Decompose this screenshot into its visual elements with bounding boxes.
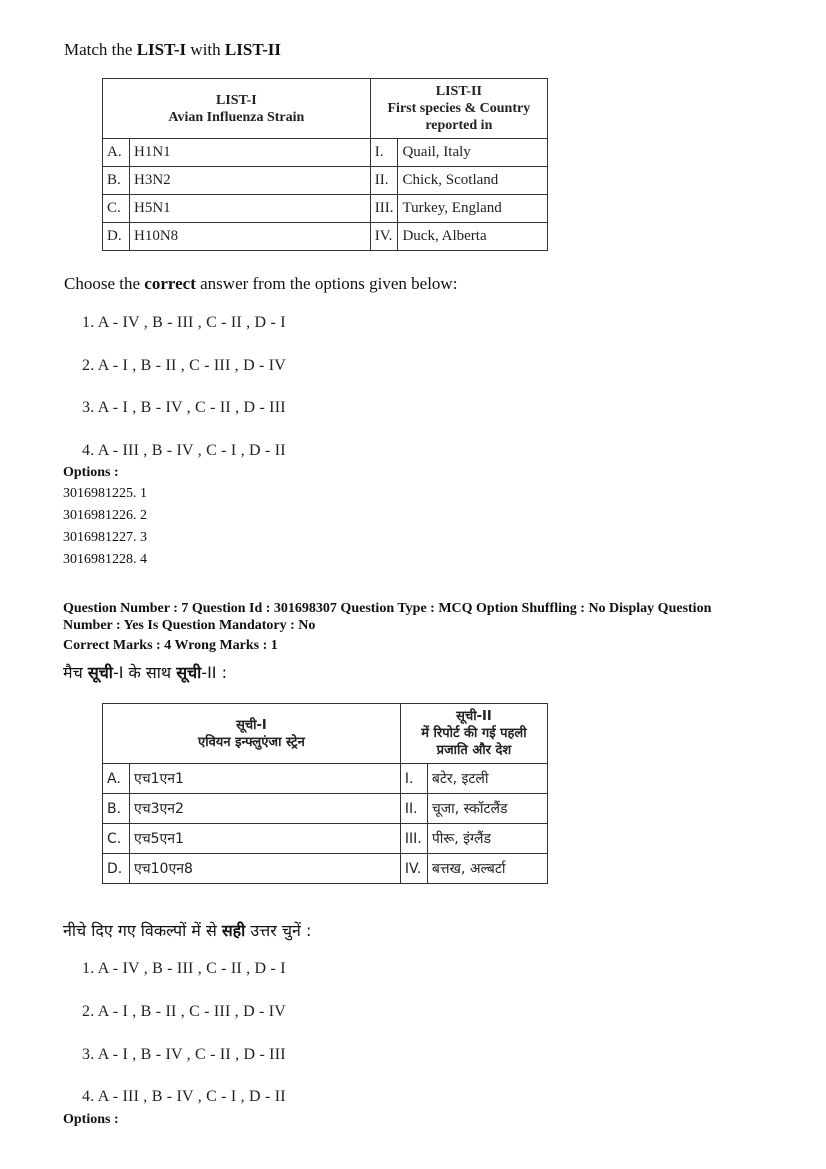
answer-option-2: 2. A - I , B - II , C - III , D - IV — [82, 1003, 287, 1020]
list1-header: सूची-I एवियन इन्फ्लुएंजा स्ट्रेन — [103, 704, 401, 764]
list2-header: LIST-II First species & Country reported in — [370, 79, 547, 139]
row-strain: एच5एन1 — [130, 824, 401, 854]
marks-line: Correct Marks : 4 Wrong Marks : 1 — [63, 638, 278, 653]
option-id-3: 3016981227. 3 — [63, 530, 147, 545]
row-species: बटेर, इटली — [427, 764, 547, 794]
row-strain: एच1एन1 — [130, 764, 401, 794]
list2-label: LIST-II — [224, 40, 281, 59]
table-row — [103, 854, 548, 884]
row-letter: B. — [103, 794, 130, 824]
row-numeral: III. — [400, 824, 427, 854]
row-species: Turkey, England — [398, 195, 548, 223]
question-meta-line: Question Number : 7 Question Id : 301698307 Question Type : MCQ Option Shuffling : No Display Question — [63, 601, 712, 616]
row-numeral: I. — [400, 764, 427, 794]
match-table-hindi — [102, 703, 548, 884]
question-title-text: with — [186, 40, 225, 59]
choose-instruction-hindi: नीचे दिए गए विकल्पों में से सही उत्तर चुनें : — [63, 921, 312, 940]
options-label: Options : — [63, 465, 119, 480]
row-letter: D. — [103, 854, 130, 884]
row-letter: C. — [103, 824, 130, 854]
row-species: पीरू, इंग्लैंड — [427, 824, 547, 854]
question-meta-line: Number : Yes Is Question Mandatory : No — [63, 618, 316, 633]
answer-option-4: 4. A - III , B - IV , C - I , D - II — [82, 1088, 286, 1105]
list2-header: सूची-II में रिपोर्ट की गई पहली प्रजाति और देश — [400, 704, 547, 764]
row-species: Chick, Scotland — [398, 167, 548, 195]
row-strain: H10N8 — [130, 223, 371, 251]
table-header-row — [103, 704, 548, 764]
option-id-1: 3016981225. 1 — [63, 486, 147, 501]
question-title — [64, 40, 281, 60]
row-strain: एच3एन2 — [130, 794, 401, 824]
row-numeral: II. — [400, 794, 427, 824]
row-strain: H5N1 — [130, 195, 371, 223]
table-row — [103, 764, 548, 794]
table-row — [103, 223, 548, 251]
table-row — [103, 794, 548, 824]
match-table — [102, 78, 548, 251]
options-label: Options : — [63, 1112, 119, 1127]
list1-label: LIST-I — [136, 40, 187, 59]
question-title-text: Match the — [64, 40, 137, 59]
row-species: बत्तख, अल्बर्टा — [427, 854, 547, 884]
question-title-hindi: मैच सूची-I के साथ सूची-II : — [63, 663, 227, 682]
row-numeral: III. — [370, 195, 398, 223]
table-header-row — [103, 79, 548, 139]
row-letter: A. — [103, 764, 130, 794]
table-row — [103, 824, 548, 854]
row-numeral: IV. — [370, 223, 398, 251]
row-strain: एच10एन8 — [130, 854, 401, 884]
option-id-4: 3016981228. 4 — [63, 552, 147, 567]
table-row — [103, 167, 548, 195]
table-row — [103, 139, 548, 167]
row-letter: A. — [103, 139, 130, 167]
row-strain: H3N2 — [130, 167, 371, 195]
row-letter: C. — [103, 195, 130, 223]
row-numeral: I. — [370, 139, 398, 167]
row-species: Duck, Alberta — [398, 223, 548, 251]
answer-option-3: 3. A - I , B - IV , C - II , D - III — [82, 399, 286, 416]
answer-option-1: 1. A - IV , B - III , C - II , D - I — [82, 314, 286, 331]
option-id-2: 3016981226. 2 — [63, 508, 147, 523]
row-letter: D. — [103, 223, 130, 251]
answer-option-4: 4. A - III , B - IV , C - I , D - II — [82, 442, 286, 459]
answer-option-2: 2. A - I , B - II , C - III , D - IV — [82, 357, 287, 374]
row-strain: H1N1 — [130, 139, 371, 167]
row-numeral: II. — [370, 167, 398, 195]
list1-header: LIST-I Avian Influenza Strain — [103, 79, 371, 139]
row-numeral: IV. — [400, 854, 427, 884]
answer-option-1: 1. A - IV , B - III , C - II , D - I — [82, 960, 286, 977]
table-row — [103, 195, 548, 223]
question-meta — [63, 600, 783, 654]
row-letter: B. — [103, 167, 130, 195]
row-species: चूजा, स्कॉटलैंड — [427, 794, 547, 824]
answer-option-3: 3. A - I , B - IV , C - II , D - III — [82, 1046, 286, 1063]
choose-instruction: Choose the correct answer from the options given below: — [64, 274, 458, 293]
row-species: Quail, Italy — [398, 139, 548, 167]
